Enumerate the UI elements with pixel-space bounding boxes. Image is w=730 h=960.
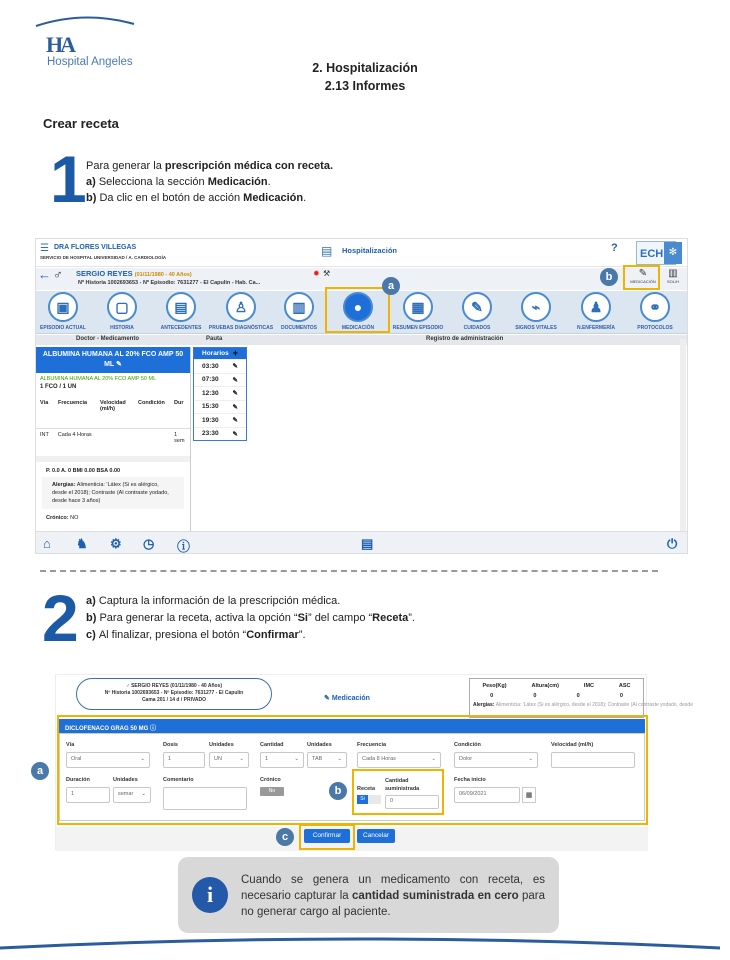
label-comentario: Comentario — [163, 777, 194, 783]
label-cantidad: Cantidad — [260, 742, 284, 748]
schedule-row[interactable] — [194, 427, 246, 441]
tab-label: RESUMEN EPISODIO — [392, 325, 444, 331]
app-screenshot-1 — [35, 238, 688, 554]
page-title: Crear receta — [43, 116, 119, 131]
tab-icon: ● — [343, 292, 373, 322]
tab-label: ANTECEDENTES — [160, 325, 202, 331]
tab-protocolos[interactable] — [622, 292, 688, 331]
schedule-time: 23:30 — [202, 430, 219, 438]
info-icon[interactable]: ⓘ — [177, 539, 191, 554]
tab-icon: ▤ — [166, 292, 196, 322]
tab-historia[interactable] — [89, 292, 155, 331]
badge-c: c — [276, 828, 294, 846]
condicion-select[interactable]: Dolor ⌄ — [454, 752, 538, 768]
ech-icon: ✻ — [664, 242, 682, 264]
ech-logo: ECH — [636, 241, 676, 265]
menu-icon[interactable]: ☰ — [40, 243, 49, 254]
divider — [40, 570, 658, 572]
schedule-row[interactable] — [194, 373, 246, 387]
module-title: ✎ Medicación — [324, 695, 370, 702]
schedule-row[interactable] — [194, 400, 246, 414]
label-via: Vía — [66, 742, 75, 748]
cancel-button[interactable]: Cancelar — [357, 829, 395, 843]
add-icon[interactable]: + — [232, 348, 238, 358]
label-unidades: Unidades — [307, 742, 332, 748]
highlight-confirm — [299, 824, 355, 850]
schedule-time: 03:30 — [202, 362, 219, 370]
tab-icon: ♙ — [226, 292, 256, 322]
tab-label: EPISODIO ACTUAL — [40, 325, 86, 331]
patient-card: ♂ SERGIO REYES (01/11/1980 - 40 Años) Nº Historia 1002693653 - Nº Episodio: 7631277 - El Capulin Cama 201 / 14 d / PRIVADO — [76, 678, 272, 710]
step-number: 1 — [50, 142, 87, 216]
badge-b: b — [600, 268, 618, 286]
schedule-time: 19:30 — [202, 416, 219, 424]
subsection-title: 2.13 Informes — [324, 79, 406, 93]
label-cantidad-suministrada: Cantidad suministrada — [385, 778, 420, 792]
brand-name: Hospital Angeles — [47, 56, 133, 68]
col-header-bar: Doctor - Medicamento Pauta Registro de administración — [36, 335, 687, 345]
home-icon[interactable]: ⌂ — [43, 536, 51, 551]
step1-instructions: Para generar la prescripción médica con receta. a) Selecciona la sección Medicación. b) Da clic en el botón de acción Medicación. — [86, 160, 334, 204]
patient-ids: Nº Historia 1002693653 - Nº Episodio: 7631277 - El Capulin - Hab. Ca... — [78, 280, 261, 286]
back-arrow-icon[interactable]: ← — [38, 267, 51, 282]
calendar-icon[interactable]: ▦ — [522, 787, 536, 803]
badge-b: b — [329, 782, 347, 800]
schedule-panel — [193, 347, 247, 441]
tab-icon: ▢ — [107, 292, 137, 322]
male-icon: ♂ — [53, 267, 63, 282]
drug-table-row: INT Cada 4 Horas 1 sem — [36, 428, 190, 452]
edit-icon[interactable]: ✎ — [232, 390, 238, 398]
gear-icon[interactable]: ⚙ — [110, 536, 122, 551]
doctor-name: DRA FLORES VILLEGAS — [54, 244, 137, 251]
badge-a: a — [31, 762, 49, 780]
scrollbar[interactable] — [680, 339, 686, 531]
power-icon[interactable]: ⏻ — [667, 536, 678, 551]
tab-label: PROTOCOLOS — [637, 325, 673, 331]
vitals-card: Peso(Kg) Altura(cm) IMC ASC 0 0 0 0 Alergias: Alimenticia: 'Látex (Si es alérgico, desde el 2018); Contraste (Al contraste yodado, desde — [469, 678, 644, 718]
confirm-button[interactable]: Confirmar — [304, 829, 350, 843]
tab-pruebas-diagn-sticas[interactable] — [208, 292, 274, 331]
tab-icon: ⚭ — [640, 292, 670, 322]
tab-label: MEDICACIÓN — [341, 325, 375, 331]
highlight-medicacion-tab — [325, 287, 390, 333]
alert-icon: ✹ — [313, 269, 320, 278]
label-unidades: Unidades — [209, 742, 234, 748]
tab-icon: ♟ — [581, 292, 611, 322]
tab-documentos[interactable] — [266, 292, 332, 331]
cantidad-select[interactable]: 1 ⌄ — [260, 752, 304, 768]
schedule-row[interactable] — [194, 386, 246, 400]
vitals: P. 0.0 A. 0 BMI 0.00 BSA 0.00 — [46, 468, 121, 474]
label-cronico: Crónico — [260, 777, 281, 783]
tab-antecedentes[interactable] — [148, 292, 214, 331]
footer-arc — [0, 932, 720, 960]
tab-episodio-actual[interactable] — [30, 292, 96, 331]
info-icon: i — [192, 877, 228, 913]
help-icon[interactable]: ? — [611, 242, 618, 254]
step-number: 2 — [42, 581, 79, 655]
drug-title-bar[interactable]: ALBUMINA HUMANA AL 20% FCO AMP 50 ML ✎ — [36, 347, 190, 373]
tab-icon: ⌁ — [521, 292, 551, 322]
unidades-select[interactable]: TAB ⌄ — [307, 752, 347, 768]
drug-subtitle: ALBUMINA HUMANA AL 20% FCO AMP 50 ML — [40, 376, 157, 382]
label-dosis: Dosis — [163, 742, 178, 748]
dosis-input[interactable]: 1 — [163, 752, 205, 768]
drug-panel — [36, 347, 191, 531]
sol-action-button[interactable]: ▥ SOL/H — [666, 268, 679, 284]
label-velocidad: Velocidad (ml/h) — [551, 742, 594, 748]
logo-arc — [34, 14, 138, 34]
label-receta: Receta — [357, 786, 376, 792]
frecuencia-select[interactable]: Cada 8 Horas ⌄ — [357, 752, 441, 768]
medicacion-action-button[interactable]: ✎ MEDICACIÓN — [630, 268, 656, 284]
receta-toggle[interactable]: Si — [357, 795, 381, 804]
unidades-select[interactable]: UN ⌄ — [209, 752, 249, 768]
chronic: Crónico: NO — [46, 515, 79, 521]
via-select[interactable]: Oral ⌄ — [66, 752, 150, 768]
tab-n-enfermer-a[interactable] — [563, 292, 629, 331]
schedule-row[interactable] — [194, 359, 246, 373]
edit-icon[interactable]: ✎ — [232, 376, 238, 384]
tab-label: PRUEBAS DIAGNÓSTICAS — [208, 325, 274, 331]
edit-icon[interactable]: ✎ — [232, 363, 238, 371]
tab-icon: ▥ — [284, 292, 314, 322]
label-condicion: Condición — [454, 742, 481, 748]
label-duracion: Duración — [66, 777, 90, 783]
note-text: Cuando se genera un medicamento con receta, es necesario capturar la cantidad suministrada en cero para no generar cargo al paciente. — [241, 874, 545, 918]
badge-a: a — [382, 277, 400, 295]
archive-icon[interactable]: ▤ — [361, 536, 374, 551]
clock-icon[interactable]: ◷ — [143, 536, 155, 551]
label-fecha-inicio: Fecha inicio — [454, 777, 486, 783]
label-frecuencia: Frecuencia — [357, 742, 387, 748]
drug-dose: 1 FCO / 1 UN — [40, 384, 77, 390]
service-name: SERVICIO DE HOSPITAL UNIVERSIDAD / A. CARDIOLOGÍA — [40, 255, 167, 260]
hospital-icon: ▤ — [321, 244, 333, 258]
step2-instructions: a) Captura la información de la prescripción médica. b) Para generar la receta, activa la opción “Si” del campo “Receta”. c) Al finalizar, presiona el botón “Confirmar”. — [86, 595, 415, 641]
highlight-receta — [352, 769, 444, 815]
schedule-time: 12:30 — [202, 389, 219, 397]
tab-label: SIGNOS VITALES — [515, 325, 557, 331]
fecha-inicio-input[interactable]: 06/09/2021 — [454, 787, 520, 803]
label-unidades: Unidades — [113, 777, 138, 783]
patient-name: SERGIO REYES (01/11/1980 - 40 Años) — [76, 269, 192, 278]
edit-icon[interactable]: ✎ — [232, 417, 238, 425]
tab-label: DOCUMENTOS — [280, 325, 318, 331]
duracion-input[interactable]: 1 — [66, 787, 110, 803]
tab-label: HISTORIA — [110, 325, 134, 331]
tab-icon: ▣ — [48, 292, 78, 322]
edit-icon[interactable]: ✎ — [232, 430, 238, 438]
tab-label: CUIDADOS — [463, 325, 491, 331]
schedule-row[interactable] — [194, 413, 246, 427]
schedule-time: 07:30 — [202, 376, 219, 384]
allergies: Alergias: Alimenticia: 'Látex (Si es alérgico, desde el 2018); Contraste (Al contraste yodado, desde hace 3 años) — [42, 477, 184, 509]
unidades-select[interactable]: semar ⌄ — [113, 787, 151, 803]
cronico-toggle[interactable]: No — [260, 787, 284, 796]
binoculars-icon[interactable]: ♞ — [76, 536, 88, 551]
drug-bar: DICLOFENACO GRAG 50 MG ⓘ — [59, 719, 645, 733]
tab-icon: ▦ — [403, 292, 433, 322]
module-name: Hospitalización — [342, 246, 398, 255]
drug-table-header: Vía Frecuencia Velocidad (ml/h) Condición Dur — [40, 400, 184, 412]
hammer-icon: ⚒ — [323, 269, 331, 278]
tab-label: N.ENFERMERÍA — [576, 325, 616, 331]
tab-icon: ✎ — [462, 292, 492, 322]
section-title: 2. Hospitalización — [312, 61, 418, 75]
tab-cuidados[interactable] — [444, 292, 510, 331]
edit-icon[interactable]: ✎ — [232, 403, 238, 411]
tab-resumen-episodio[interactable] — [385, 292, 451, 331]
schedule-time: 15:30 — [202, 403, 219, 411]
schedule-header: Horarios + — [194, 348, 246, 359]
highlight-medicacion-action — [623, 265, 660, 290]
hospital-logo: HA — [46, 32, 73, 57]
cantidad-suministrada-input[interactable]: 0 — [385, 795, 439, 809]
tab-signos-vitales[interactable] — [503, 292, 569, 331]
